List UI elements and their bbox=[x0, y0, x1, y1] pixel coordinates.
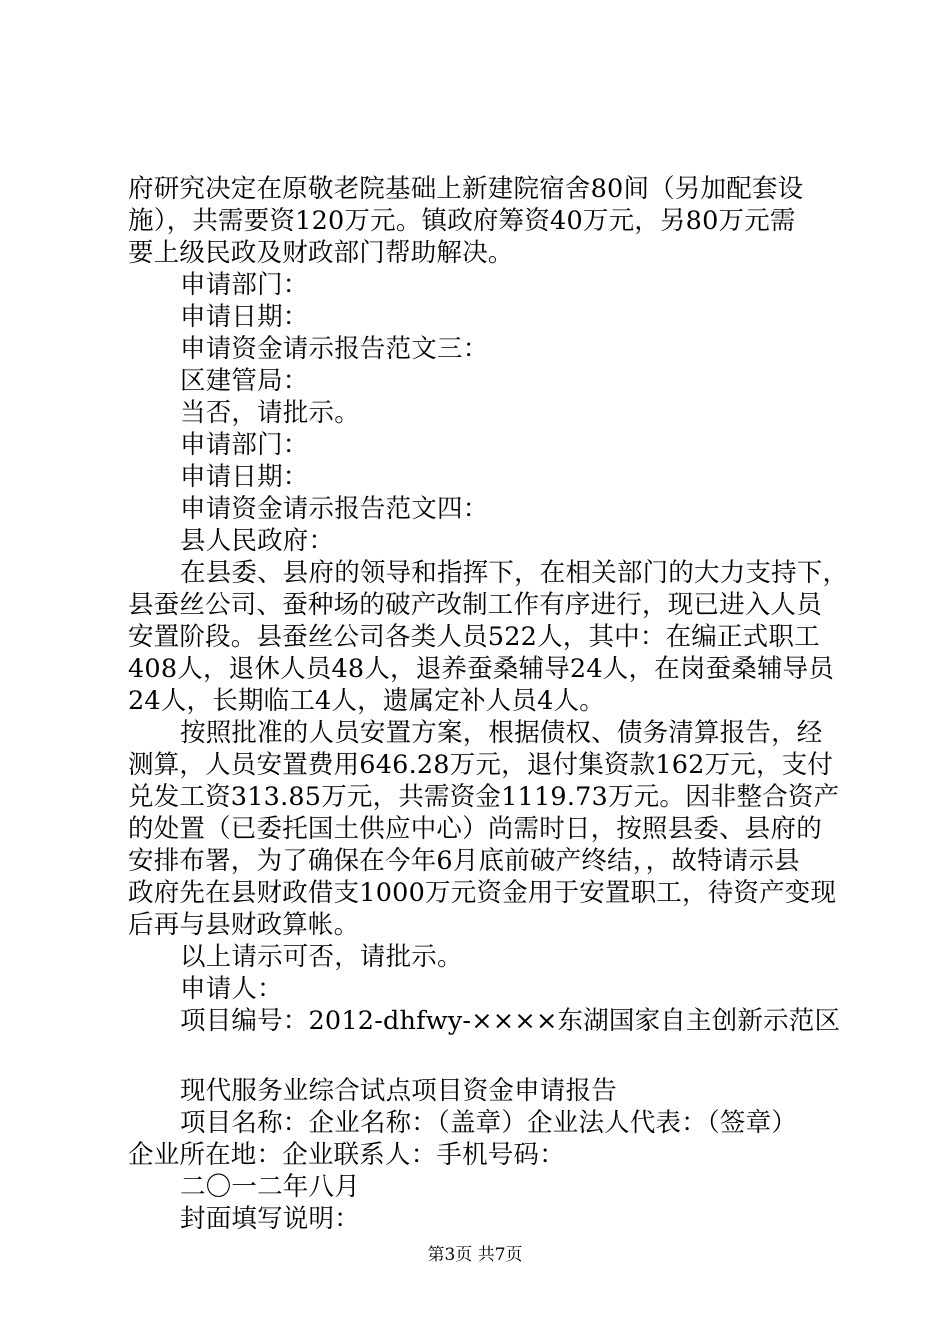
text-line: 408人，退休人员48人，退养蚕桑辅导24人，在岗蚕桑辅导员 bbox=[128, 654, 835, 684]
text-line: 安排布署，为了确保在今年6月底前破产终结，，故特请示县 bbox=[128, 846, 800, 876]
text-line: 封面填写说明： bbox=[180, 1204, 360, 1234]
text-line: 申请人： bbox=[180, 974, 283, 1004]
text-line: 的处置（已委托国土供应中心）尚需时日，按照县委、县府的 bbox=[128, 814, 822, 844]
section-heading: 申请资金请示报告范文三： bbox=[180, 334, 489, 364]
text-line: 施），共需要资120万元。镇政府筹资40万元，另80万元需 bbox=[128, 206, 796, 236]
text-line: 申请日期： bbox=[180, 302, 309, 332]
text-line: 当否，请批示。 bbox=[180, 398, 360, 428]
section-heading: 申请资金请示报告范文四： bbox=[180, 494, 489, 524]
text-line: 按照批准的人员安置方案，根据债权、债务清算报告，经 bbox=[180, 718, 823, 748]
text-line: 24人，长期临工4人，遗属定补人员4人。 bbox=[128, 686, 605, 716]
text-line: 申请部门： bbox=[180, 430, 309, 460]
addressee: 县人民政府： bbox=[180, 526, 335, 556]
text-line: 县蚕丝公司、蚕种场的破产改制工作有序进行，现已进入人员 bbox=[128, 590, 822, 620]
text-line: 后再与县财政算帐。 bbox=[128, 910, 360, 940]
text-line: 在县委、县府的领导和指挥下，在相关部门的大力支持下， bbox=[180, 558, 849, 588]
text-line: 项目名称：企业名称：（盖章）企业法人代表：（签章） bbox=[180, 1108, 798, 1138]
page-footer: 第3页 共7页 bbox=[427, 1245, 523, 1265]
text-line: 企业所在地：企业联系人：手机号码： bbox=[128, 1140, 565, 1170]
document-body bbox=[128, 173, 849, 1235]
text-line: 府研究决定在原敬老院基础上新建院宿舍80间（另加配套设 bbox=[128, 174, 804, 204]
text-line: 政府先在县财政借支1000万元资金用于安置职工，待资产变现 bbox=[128, 878, 837, 908]
text-line: 要上级民政及财政部门帮助解决。 bbox=[128, 238, 514, 268]
text-line: 兑发工资313.85万元，共需资金1119.73万元。因非整合资产 bbox=[128, 782, 840, 812]
text-line: 以上请示可否，请批示。 bbox=[180, 942, 463, 972]
text-line: 测算，人员安置费用646.28万元，退付集资款162万元，支付 bbox=[128, 750, 834, 780]
text-line: 申请日期： bbox=[180, 462, 309, 492]
text-line: 申请部门： bbox=[180, 270, 309, 300]
report-title: 现代服务业综合试点项目资金申请报告 bbox=[180, 1076, 617, 1106]
date-line: 二〇一二年八月 bbox=[180, 1172, 360, 1202]
text-line: 安置阶段。县蚕丝公司各类人员522人，其中：在编正式职工 bbox=[128, 622, 820, 652]
text-line: 项目编号：2012-dhfwy-××××东湖国家自主创新示范区 bbox=[180, 1006, 841, 1036]
addressee: 区建管局： bbox=[180, 366, 309, 396]
blank-line bbox=[128, 1037, 833, 1075]
